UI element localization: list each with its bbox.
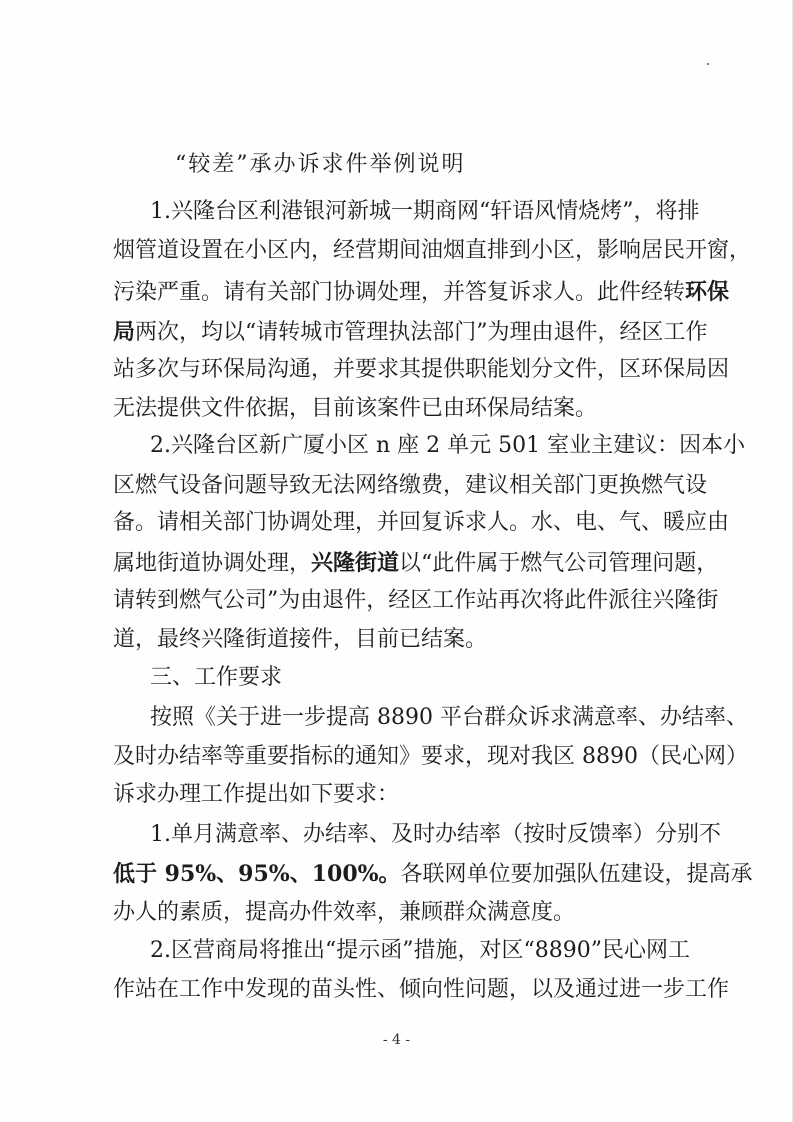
case1-line4: [0, 317, 793, 348]
section3-heading: 三、工作要求: [150, 665, 283, 690]
case1-line3-bold: 环保: [685, 279, 730, 305]
intro-line2: 及时办结率等重要指标的通知》要求，现对我区 8890（民心网）: [113, 744, 748, 769]
case1-line6: 无法提供文件依据，目前该案件已由环保局结案。: [113, 396, 598, 421]
intro-line3: 诉求办理工作提出如下要求：: [113, 782, 400, 807]
case1-line2: 烟管道设置在小区内，经营期间油烟直排到小区，影响居民开窗，: [113, 238, 752, 263]
case2-line5: 请转到燃气公司”为由退件，经区工作站再次将此件派往兴隆街: [113, 588, 719, 613]
intro-line1: 按照《关于进一步提高 8890 平台群众诉求满意率、办结率、: [150, 705, 748, 730]
case1-line5: 站多次与环保局沟通，并要求其提供职能划分文件，区环保局因: [113, 357, 730, 382]
scan-speck: [707, 63, 709, 65]
case2-line3: 备。请相关部门协调处理，并回复诉求人。水、电、气、暖应由: [113, 510, 730, 535]
case1-line3: [0, 277, 793, 308]
req2-line1: 2.区营商局将推出“提示函”措施，对区“8890”民心网工: [150, 938, 690, 963]
case2-line4-text: 属地街道协调处理，: [113, 551, 312, 576]
req2-line2: 作站在工作中发现的苗头性、倾向性问题，以及通过进一步工作: [113, 977, 730, 1002]
req1-line2-text: 各联网单位要加强队伍建设，提高承: [400, 862, 753, 887]
case2-line2: 区燃气设备问题导致无法网络缴费，建议相关部门更换燃气设: [113, 473, 708, 498]
req1-line1: 1.单月满意率、办结率、及时办结率（按时反馈率）分别不: [150, 822, 721, 847]
case1-line3-text: 污染严重。请有关部门协调处理，并答复诉求人。此件经转: [113, 280, 686, 305]
case2-line4: [0, 548, 793, 579]
req1-line3: 办人的素质，提高办件效率，兼顾群众满意度。: [113, 900, 576, 925]
case1-line4-text: 两次，均以“请转城市管理执法部门”为理由退件，经区工作: [135, 320, 708, 345]
case1-line4-bold: 局: [113, 319, 136, 345]
section-title: “较差”承办诉求件举例说明: [175, 152, 466, 177]
case2-line1: 2.兴隆台区新广厦小区 n 座 2 单元 501 室业主建议：因本小: [150, 433, 746, 458]
req1-line2: [0, 859, 793, 890]
case2-line4-rest: 以“此件属于燃气公司管理问题，: [399, 551, 719, 576]
case1-line1: 1.兴隆台区利港银河新城一期商网“轩语风情烧烤”，将排: [150, 199, 700, 224]
case2-line4-bold: 兴隆街道: [311, 550, 400, 576]
req1-line2-bold: 低于 95%、95%、100%。: [113, 861, 401, 887]
case2-line6: 道，最终兴隆街道接件，目前已结案。: [113, 627, 488, 652]
page-number: - 4 -: [382, 1032, 411, 1048]
